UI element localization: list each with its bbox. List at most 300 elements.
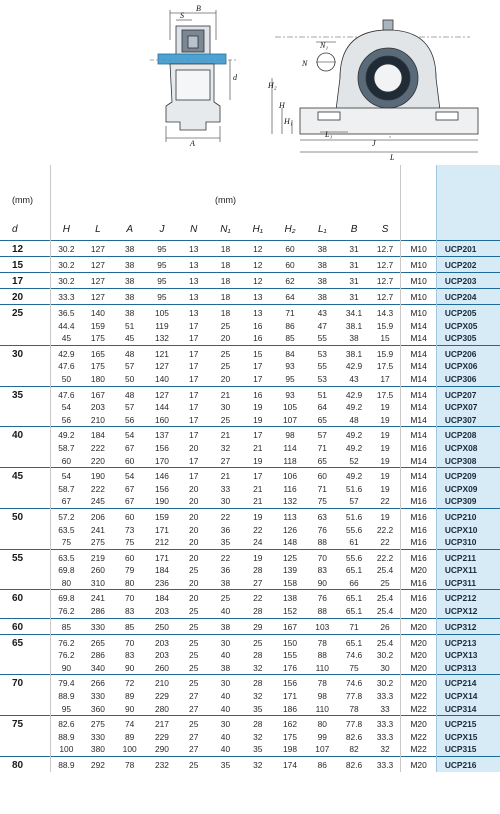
cell-value: 170 xyxy=(154,455,169,466)
cell-value: 80 xyxy=(317,719,327,730)
cell-value: 19 xyxy=(380,414,390,425)
cell-value: 241 xyxy=(90,524,105,535)
cell-value: 36 xyxy=(220,565,231,576)
cell-value: 13 xyxy=(189,260,199,270)
cell-value: 17 xyxy=(189,471,199,482)
col-header-J: J xyxy=(159,224,165,235)
cell-value: 203 xyxy=(154,637,169,648)
col-header-H1: H₁ xyxy=(252,224,263,235)
cell-value: 83 xyxy=(317,565,327,576)
dimension-cell xyxy=(178,675,209,716)
cell-value: 30.2 xyxy=(58,244,75,254)
cell-value: 38 xyxy=(220,621,231,632)
cell-value: 241 xyxy=(90,593,105,604)
cell-value: 25.4 xyxy=(376,606,394,617)
dimension-cell xyxy=(338,273,369,289)
dimension-cell xyxy=(178,618,209,634)
cell-value: 22.2 xyxy=(376,524,394,535)
cell-value: 30 xyxy=(380,662,390,673)
bolt-size-cell xyxy=(401,386,436,427)
cell-value: 95 xyxy=(285,373,295,384)
cell-value: M10 xyxy=(410,308,427,318)
bore-diameter-cell: 70 xyxy=(0,675,50,716)
dimension-cell xyxy=(82,590,113,618)
cell-value: 95 xyxy=(157,292,167,302)
cell-value: 40 xyxy=(220,703,231,714)
col-header-N: N xyxy=(190,224,198,235)
cell-value: 19 xyxy=(380,455,390,466)
bolt-size-cell xyxy=(401,675,436,716)
dimension-cell xyxy=(370,345,401,386)
cell-value: 57.2 xyxy=(58,511,75,522)
cell-value: 222 xyxy=(90,483,105,494)
cell-value: 127 xyxy=(154,389,169,400)
cell-value: 42.9 xyxy=(345,361,363,372)
cell-value: 203 xyxy=(90,402,105,413)
cell-value: 33.3 xyxy=(58,292,75,302)
cell-value: 38 xyxy=(317,244,327,254)
unit-number-cell xyxy=(436,241,500,257)
cell-value: 90 xyxy=(124,662,135,673)
cell-value: 186 xyxy=(283,703,297,714)
cell-value: 57 xyxy=(124,361,135,372)
cell-value: 25 xyxy=(189,637,199,648)
dimension-cell xyxy=(370,427,401,468)
dimension-cell xyxy=(82,305,113,346)
dimension-cell xyxy=(82,345,113,386)
cell-value: 17 xyxy=(253,373,263,384)
cell-value: 156 xyxy=(154,442,169,453)
unit-number-cell xyxy=(436,289,500,305)
cell-value: 25 xyxy=(220,361,231,372)
cell-value: 45 xyxy=(124,333,135,344)
technical-drawing xyxy=(0,0,500,165)
cell-value: 72 xyxy=(124,678,135,689)
cell-value: 84 xyxy=(285,348,295,359)
cell-value: 25 xyxy=(189,662,199,673)
bore-diameter-cell: 75 xyxy=(0,716,50,757)
bolt-size-cell xyxy=(401,716,436,757)
unit-number: UCP314 xyxy=(444,703,477,714)
dimension-cell xyxy=(50,345,82,386)
cell-value: 27 xyxy=(189,703,199,714)
cell-value: 250 xyxy=(154,621,169,632)
cell-value: 212 xyxy=(154,537,169,548)
cell-value: 30 xyxy=(220,678,231,689)
cell-value: 25 xyxy=(253,637,263,648)
unit-number-cell xyxy=(436,508,500,549)
cell-value: 220 xyxy=(90,455,105,466)
cell-value: 48 xyxy=(124,389,135,400)
cell-value: M16 xyxy=(410,593,427,604)
dimension-cell xyxy=(209,549,241,590)
cell-value: 21 xyxy=(253,442,263,453)
dimension-cell xyxy=(338,716,369,757)
cell-value: 17 xyxy=(380,373,390,384)
table-row-group xyxy=(0,289,500,305)
unit-number-cell xyxy=(436,716,500,757)
dimension-cell xyxy=(178,590,209,618)
cell-value: 360 xyxy=(90,703,105,714)
cell-value: 74.6 xyxy=(345,678,363,689)
dimension-cell xyxy=(82,757,113,773)
cell-value: 76 xyxy=(317,593,327,604)
side-view xyxy=(150,10,236,142)
cell-value: 33.3 xyxy=(376,691,394,702)
dimension-cell xyxy=(50,257,82,273)
dimension-cell xyxy=(274,549,306,590)
cell-value: M14 xyxy=(410,373,427,384)
cell-value: 38 xyxy=(317,276,327,286)
cell-value: 18 xyxy=(220,308,231,318)
cell-value: 83 xyxy=(124,650,135,661)
dimension-cell xyxy=(178,386,209,427)
cell-value: 28 xyxy=(253,565,263,576)
cell-value: 38.1 xyxy=(345,320,363,331)
cell-value: 38 xyxy=(220,662,231,673)
cell-value: 17 xyxy=(253,471,263,482)
cell-value: 140 xyxy=(154,373,169,384)
cell-value: 53 xyxy=(317,348,327,359)
unit-number: UCP208 xyxy=(444,430,477,441)
dimension-cell xyxy=(114,241,146,257)
cell-value: M16 xyxy=(410,496,427,507)
cell-value: 60 xyxy=(124,552,135,563)
cell-value: M14 xyxy=(410,361,427,372)
bore-diameter-cell: 12 xyxy=(0,241,50,257)
bore-diameter-cell: 60 xyxy=(0,590,50,618)
dimension-cell xyxy=(114,386,146,427)
unit-number: UCP308 xyxy=(444,455,477,466)
unit-number-cell xyxy=(436,549,500,590)
cell-value: M16 xyxy=(410,511,427,522)
bore-diameter-cell: 17 xyxy=(0,273,50,289)
cell-value: 127 xyxy=(90,260,105,270)
cell-value: 51 xyxy=(317,389,327,400)
cell-value: 19 xyxy=(380,511,390,522)
unit-number: UCP207 xyxy=(444,389,477,400)
unit-label-left: (mm) xyxy=(0,165,50,219)
dimension-cell xyxy=(114,427,146,468)
cell-value: 260 xyxy=(154,662,169,673)
cell-value: 17 xyxy=(189,348,199,359)
unit-number: UCPX14 xyxy=(444,691,478,702)
cell-value: 85 xyxy=(285,333,295,344)
cell-value: 93 xyxy=(285,389,295,400)
bolt-size-cell xyxy=(401,273,436,289)
cell-value: 74 xyxy=(124,719,135,730)
cell-value: 60 xyxy=(317,471,327,482)
dimension-cell xyxy=(50,241,82,257)
dimension-cell xyxy=(242,549,274,590)
cell-value: 18 xyxy=(220,292,231,302)
cell-value: M16 xyxy=(410,577,427,588)
cell-value: 32 xyxy=(253,691,263,702)
cell-value: 25 xyxy=(220,593,231,604)
dimension-cell xyxy=(242,241,274,257)
dimension-cell xyxy=(50,716,82,757)
unit-number: UCP206 xyxy=(444,348,477,359)
cell-value: 56 xyxy=(61,414,72,425)
dimension-cell xyxy=(114,345,146,386)
cell-value: 49.2 xyxy=(58,430,75,441)
bolt-size-cell xyxy=(401,427,436,468)
dimension-cell xyxy=(82,675,113,716)
dimension-cell xyxy=(370,716,401,757)
cell-value: 20 xyxy=(189,442,199,453)
cell-value: 27 xyxy=(189,744,199,755)
cell-value: 20 xyxy=(189,511,199,522)
unit-number: UCP204 xyxy=(444,292,477,302)
bore-diameter-cell: 20 xyxy=(0,289,50,305)
unit-number-cell xyxy=(436,618,500,634)
cell-value: 60 xyxy=(285,260,295,270)
cell-value: 12 xyxy=(253,260,263,270)
unit-number: UCP202 xyxy=(444,260,477,270)
dimension-cell xyxy=(274,757,306,773)
cell-value: 67 xyxy=(61,496,72,507)
cell-value: 17 xyxy=(189,414,199,425)
dimension-cell xyxy=(209,289,241,305)
cell-value: 19 xyxy=(253,455,263,466)
dimension-cell xyxy=(82,508,113,549)
cell-value: M16 xyxy=(410,483,427,494)
dimension-cell xyxy=(50,508,82,549)
dimension-cell xyxy=(114,675,146,716)
cell-value: 22.2 xyxy=(376,552,394,563)
cell-value: 19 xyxy=(380,471,390,482)
cell-value: 176 xyxy=(283,662,297,673)
dimension-cell xyxy=(274,257,306,273)
cell-value: 113 xyxy=(283,511,297,522)
cell-value: 88.9 xyxy=(58,691,75,702)
cell-value: 265 xyxy=(90,637,105,648)
dimension-cell xyxy=(146,289,178,305)
cell-value: 20 xyxy=(189,577,199,588)
dimension-cell xyxy=(370,618,401,634)
cell-value: 25 xyxy=(189,621,199,632)
dimension-cell xyxy=(146,273,178,289)
dimension-cell xyxy=(338,468,369,509)
dimension-cell xyxy=(338,345,369,386)
cell-value: 286 xyxy=(90,650,105,661)
cell-value: 77.8 xyxy=(345,719,363,730)
dimension-cell xyxy=(178,508,209,549)
cell-value: M20 xyxy=(410,565,427,576)
unit-number: UCPX05 xyxy=(444,320,478,331)
label-L1: L₁ xyxy=(325,130,333,139)
cell-value: 146 xyxy=(154,471,169,482)
cell-value: 57 xyxy=(124,402,135,413)
dimension-cell xyxy=(370,257,401,273)
cell-value: 132 xyxy=(154,333,169,344)
pillow-block-drawing xyxy=(0,0,500,165)
cell-value: 206 xyxy=(90,511,105,522)
cell-value: 58.7 xyxy=(58,442,75,453)
table-body xyxy=(0,241,500,773)
cell-value: 69.8 xyxy=(58,565,75,576)
cell-value: 17.5 xyxy=(376,389,394,400)
cell-value: 33.3 xyxy=(376,731,394,742)
cell-value: 21 xyxy=(220,471,231,482)
unit-number: UCPX09 xyxy=(444,483,478,494)
cell-value: 20 xyxy=(220,373,231,384)
cell-value: 100 xyxy=(59,744,74,755)
table-row-group xyxy=(0,508,500,549)
cell-value: 25 xyxy=(189,565,199,576)
cell-value: 30.2 xyxy=(58,276,75,286)
dimension-cell xyxy=(274,618,306,634)
unit-number: UCP311 xyxy=(444,577,477,588)
cell-value: 28 xyxy=(253,650,263,661)
cell-value: M14 xyxy=(410,414,427,425)
dimension-cell xyxy=(338,675,369,716)
dimension-cell xyxy=(370,305,401,346)
dimension-cell xyxy=(209,590,241,618)
cell-value: 236 xyxy=(154,577,169,588)
cell-value: 16 xyxy=(253,320,263,331)
cell-value: 40 xyxy=(220,744,231,755)
unit-number: UCP214 xyxy=(444,678,477,689)
cell-value: 203 xyxy=(154,650,169,661)
cell-value: 175 xyxy=(283,731,297,742)
cell-value: 171 xyxy=(283,691,297,702)
cell-value: 198 xyxy=(283,744,297,755)
cell-value: M22 xyxy=(410,703,427,714)
bolt-size-cell xyxy=(401,757,436,773)
table-row-group xyxy=(0,716,500,757)
cell-value: 38 xyxy=(124,308,135,318)
cell-value: 32 xyxy=(253,760,263,770)
cell-value: 93 xyxy=(285,361,295,372)
cell-value: 78 xyxy=(317,637,327,648)
cell-value: 76.2 xyxy=(58,606,75,617)
cell-value: M20 xyxy=(410,662,427,673)
cell-value: 25 xyxy=(380,577,390,588)
table-row-group xyxy=(0,590,500,618)
cell-value: 17 xyxy=(253,361,263,372)
dimension-cell xyxy=(82,427,113,468)
cell-value: 70 xyxy=(124,593,135,604)
cell-value: 51 xyxy=(124,320,135,331)
cell-value: M22 xyxy=(410,691,427,702)
cell-value: 95 xyxy=(157,244,167,254)
dimension-cell xyxy=(146,716,178,757)
dimension-cell xyxy=(50,386,82,427)
cell-value: 160 xyxy=(154,414,169,425)
cell-value: 275 xyxy=(90,537,105,548)
cell-value: 132 xyxy=(283,496,297,507)
cell-value: M14 xyxy=(410,455,427,466)
cell-value: 75 xyxy=(124,537,135,548)
cell-value: 30 xyxy=(220,402,231,413)
cell-value: 286 xyxy=(90,606,105,617)
cell-value: 36 xyxy=(220,524,231,535)
dimension-cell xyxy=(338,289,369,305)
cell-value: 162 xyxy=(283,719,297,730)
cell-value: 74.6 xyxy=(345,650,363,661)
cell-value: 63.5 xyxy=(58,552,75,563)
cell-value: 57 xyxy=(349,496,359,507)
cell-value: 16 xyxy=(253,333,263,344)
bore-diameter-cell: 25 xyxy=(0,305,50,346)
cell-value: 42.9 xyxy=(58,348,75,359)
label-B: B xyxy=(196,4,201,13)
dimension-cell xyxy=(338,549,369,590)
unit-number: UCPX08 xyxy=(444,442,478,453)
cell-value: 175 xyxy=(90,333,105,344)
cell-value: 52 xyxy=(349,455,359,466)
cell-value: M14 xyxy=(410,333,427,344)
cell-value: 19 xyxy=(380,483,390,494)
cell-value: 203 xyxy=(154,606,169,617)
cell-value: M14 xyxy=(410,471,427,482)
cell-value: 75 xyxy=(61,537,72,548)
dimension-cell xyxy=(274,289,306,305)
cell-value: 64 xyxy=(285,292,295,302)
cell-value: 65.1 xyxy=(345,637,363,648)
dimension-cell xyxy=(50,289,82,305)
cell-value: 88 xyxy=(317,537,327,548)
unit-number: UCPX06 xyxy=(444,361,478,372)
unit-number: UCP312 xyxy=(444,621,477,632)
dimension-cell xyxy=(82,289,113,305)
unit-number-cell xyxy=(436,675,500,716)
cell-value: 330 xyxy=(90,691,105,702)
cell-value: 71 xyxy=(317,442,327,453)
table-row-group xyxy=(0,241,500,257)
cell-value: M14 xyxy=(410,402,427,413)
dimension-cell xyxy=(306,468,338,509)
cell-value: 54 xyxy=(124,430,135,441)
dimension-cell xyxy=(274,716,306,757)
cell-value: 31 xyxy=(349,292,359,302)
dimension-cell xyxy=(114,305,146,346)
cell-value: 150 xyxy=(283,637,297,648)
cell-value: 20 xyxy=(220,333,231,344)
cell-value: 16 xyxy=(253,389,263,400)
cell-value: 95 xyxy=(157,276,167,286)
dimension-cell xyxy=(274,590,306,618)
cell-value: 25 xyxy=(189,606,199,617)
dimension-cell xyxy=(209,757,241,773)
col-header-S: S xyxy=(381,224,389,235)
cell-value: M20 xyxy=(410,760,427,770)
cell-value: 260 xyxy=(90,565,105,576)
cell-value: 167 xyxy=(90,389,105,400)
cell-value: 80 xyxy=(61,577,72,588)
label-N: N xyxy=(302,59,308,68)
cell-value: 31 xyxy=(349,244,359,254)
cell-value: 88.9 xyxy=(58,731,75,742)
cell-value: M14 xyxy=(410,389,427,400)
dimension-cell xyxy=(274,468,306,509)
cell-value: 137 xyxy=(154,430,169,441)
unit-number: UCP315 xyxy=(444,744,477,755)
unit-number: UCP211 xyxy=(444,552,477,563)
dimension-cell xyxy=(242,289,274,305)
cell-value: M20 xyxy=(410,650,427,661)
dimension-cell xyxy=(82,241,113,257)
cell-value: 48 xyxy=(349,414,359,425)
dimension-cell xyxy=(306,675,338,716)
cell-value: 22 xyxy=(380,537,390,548)
cell-value: M10 xyxy=(410,244,427,254)
dimension-cell xyxy=(146,508,178,549)
unit-number-cell xyxy=(436,345,500,386)
dimension-cell xyxy=(274,427,306,468)
bore-diameter-cell: 30 xyxy=(0,345,50,386)
